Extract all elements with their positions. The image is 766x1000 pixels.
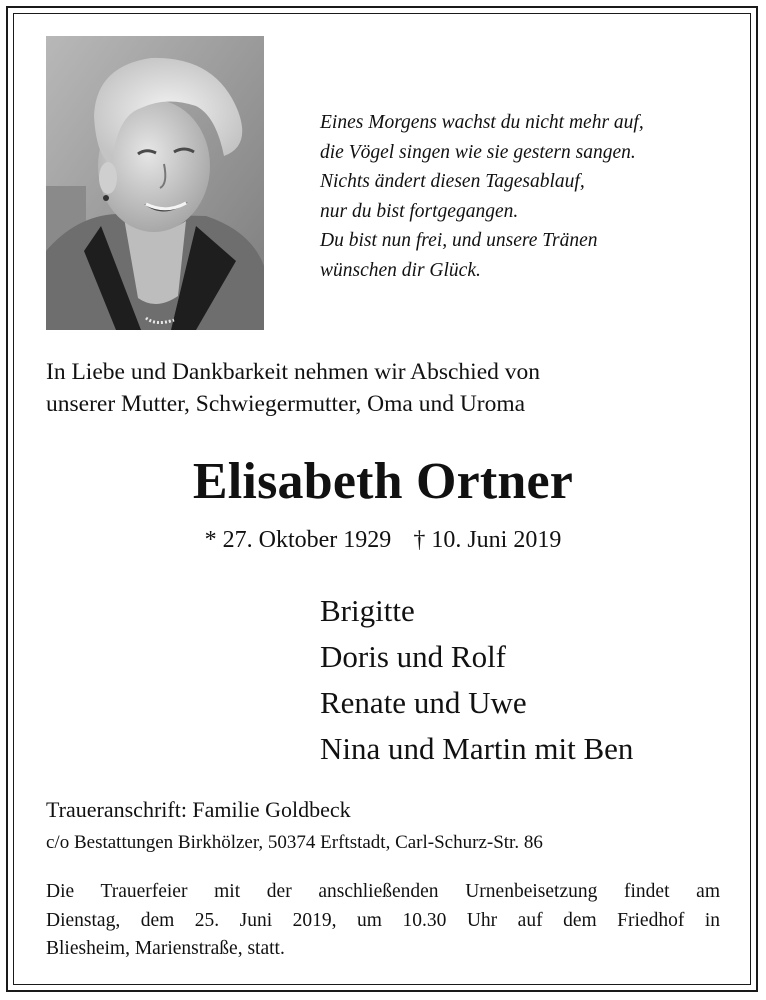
death-date: † 10. Juni 2019 <box>413 527 562 553</box>
life-dates <box>0 524 766 556</box>
portrait-photo <box>46 36 264 330</box>
service-line: Dienstag, dem 25. Juni 2019, um 10.30 Uhr auf dem Friedhof in <box>46 909 720 931</box>
mourner-entry: Brigitte <box>320 593 415 628</box>
mourner-entry: Renate und Uwe <box>320 685 527 720</box>
intro-line: In Liebe und Dankbarkeit nehmen wir Abschied von <box>46 359 541 385</box>
deceased-name: Elisabeth Ortner <box>192 453 574 510</box>
intro-text <box>46 356 726 420</box>
mourner-entry: Nina und Martin mit Ben <box>320 731 634 766</box>
poem-line: Du bist nun frei, und unsere Tränen <box>320 230 598 251</box>
poem-line: Nichts ändert diesen Tagesablauf, <box>320 171 585 192</box>
service-line: Die Trauerfeier mit der anschließenden Urnenbeisetzung findet am <box>46 881 720 902</box>
service-line: Bliesheim, Marienstraße, statt. <box>46 938 285 959</box>
poem-line: wünschen dir Glück. <box>320 259 481 281</box>
birth-date: * 27. Oktober 1929 <box>204 527 392 553</box>
poem-line: Eines Morgens wachst du nicht mehr auf, <box>320 112 644 133</box>
address-title: Traueranschrift: Familie Goldbeck <box>46 797 351 822</box>
poem-line: nur du bist fortgegangen. <box>320 200 519 222</box>
mourners-list <box>320 588 633 772</box>
mourner-entry: Doris und Rolf <box>320 639 506 674</box>
poem <box>320 108 740 285</box>
portrait-photo-icon <box>46 36 264 330</box>
address-line: c/o Bestattungen Birkhölzer, 50374 Erftstadt, Carl-Schurz-Str. 86 <box>46 832 543 853</box>
poem-line: die Vögel singen wie sie gestern sangen. <box>320 141 636 163</box>
intro-line: unserer Mutter, Schwiegermutter, Oma und Uroma <box>46 391 526 417</box>
service-info <box>46 878 720 964</box>
